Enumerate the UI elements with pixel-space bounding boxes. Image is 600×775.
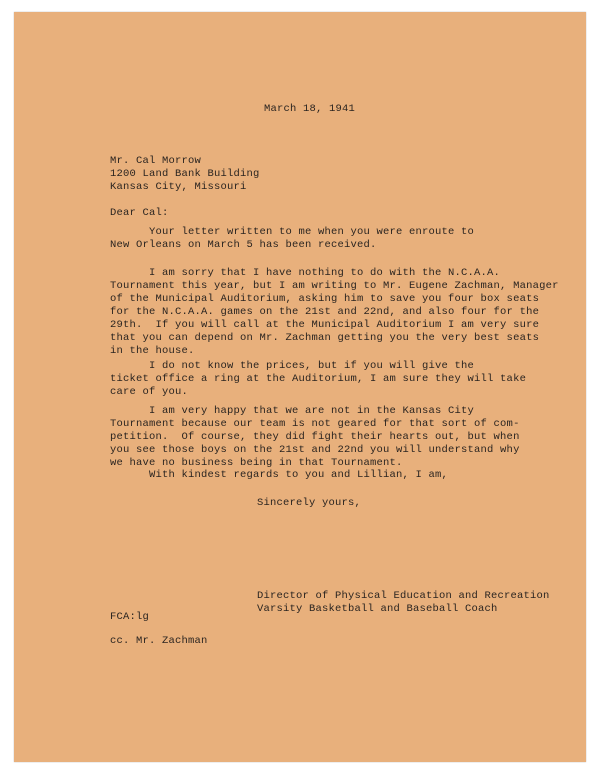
salutation: Dear Cal: (110, 207, 169, 219)
paragraph-5-line: With kindest regards to you and Lillian, I am, (110, 469, 449, 481)
paragraph-4-line: Tournament because our team is not geared for that sort of com- (110, 418, 520, 430)
recipient-name: Mr. Cal Morrow (110, 155, 202, 167)
paragraph-2-line: for the N.C.A.A. games on the 21st and 22nd, and also four for the (110, 306, 540, 318)
paragraph-4-line: petition. Of course, they did fight their hearts out, but when (110, 431, 520, 443)
paragraph-2-line: I am sorry that I have nothing to do with the N.C.A.A. (110, 267, 501, 279)
paragraph-2-line: Tournament this year, but I am writing to Mr. Eugene Zachman, Manager (110, 280, 559, 292)
typist-initials: FCA:lg (110, 611, 150, 623)
carbon-copy: cc. Mr. Zachman (110, 635, 208, 647)
paragraph-1-line: Your letter written to me when you were enroute to (110, 226, 475, 238)
paragraph-3-line: ticket office a ring at the Auditorium, I am sure they will take (110, 373, 527, 385)
letter-page (14, 12, 586, 762)
paragraph-4-line: we have no business being in that Tournament. (110, 457, 403, 469)
paragraph-3-line: I do not know the prices, but if you will give the (110, 360, 475, 372)
closing: Sincerely yours, (257, 497, 362, 509)
paragraph-2-line: of the Municipal Auditorium, asking him to save you four box seats (110, 293, 540, 305)
paragraph-2-line: in the house. (110, 345, 195, 357)
paragraph-2-line: that you can depend on Mr. Zachman getting you the very best seats (110, 332, 540, 344)
paragraph-3-line: care of you. (110, 386, 189, 398)
signature-title: Varsity Basketball and Baseball Coach (257, 603, 498, 615)
paragraph-2-line: 29th. If you will call at the Municipal Auditorium I am very sure (110, 319, 540, 331)
paragraph-1-line: New Orleans on March 5 has been received. (110, 239, 377, 251)
signature-title: Director of Physical Education and Recreation (257, 590, 550, 602)
recipient-street: 1200 Land Bank Building (110, 168, 260, 180)
letter-date: March 18, 1941 (264, 103, 356, 115)
paragraph-4-line: I am very happy that we are not in the Kansas City (110, 405, 475, 417)
paragraph-4-line: you see those boys on the 21st and 22nd you will understand why (110, 444, 520, 456)
recipient-city: Kansas City, Missouri (110, 181, 247, 193)
